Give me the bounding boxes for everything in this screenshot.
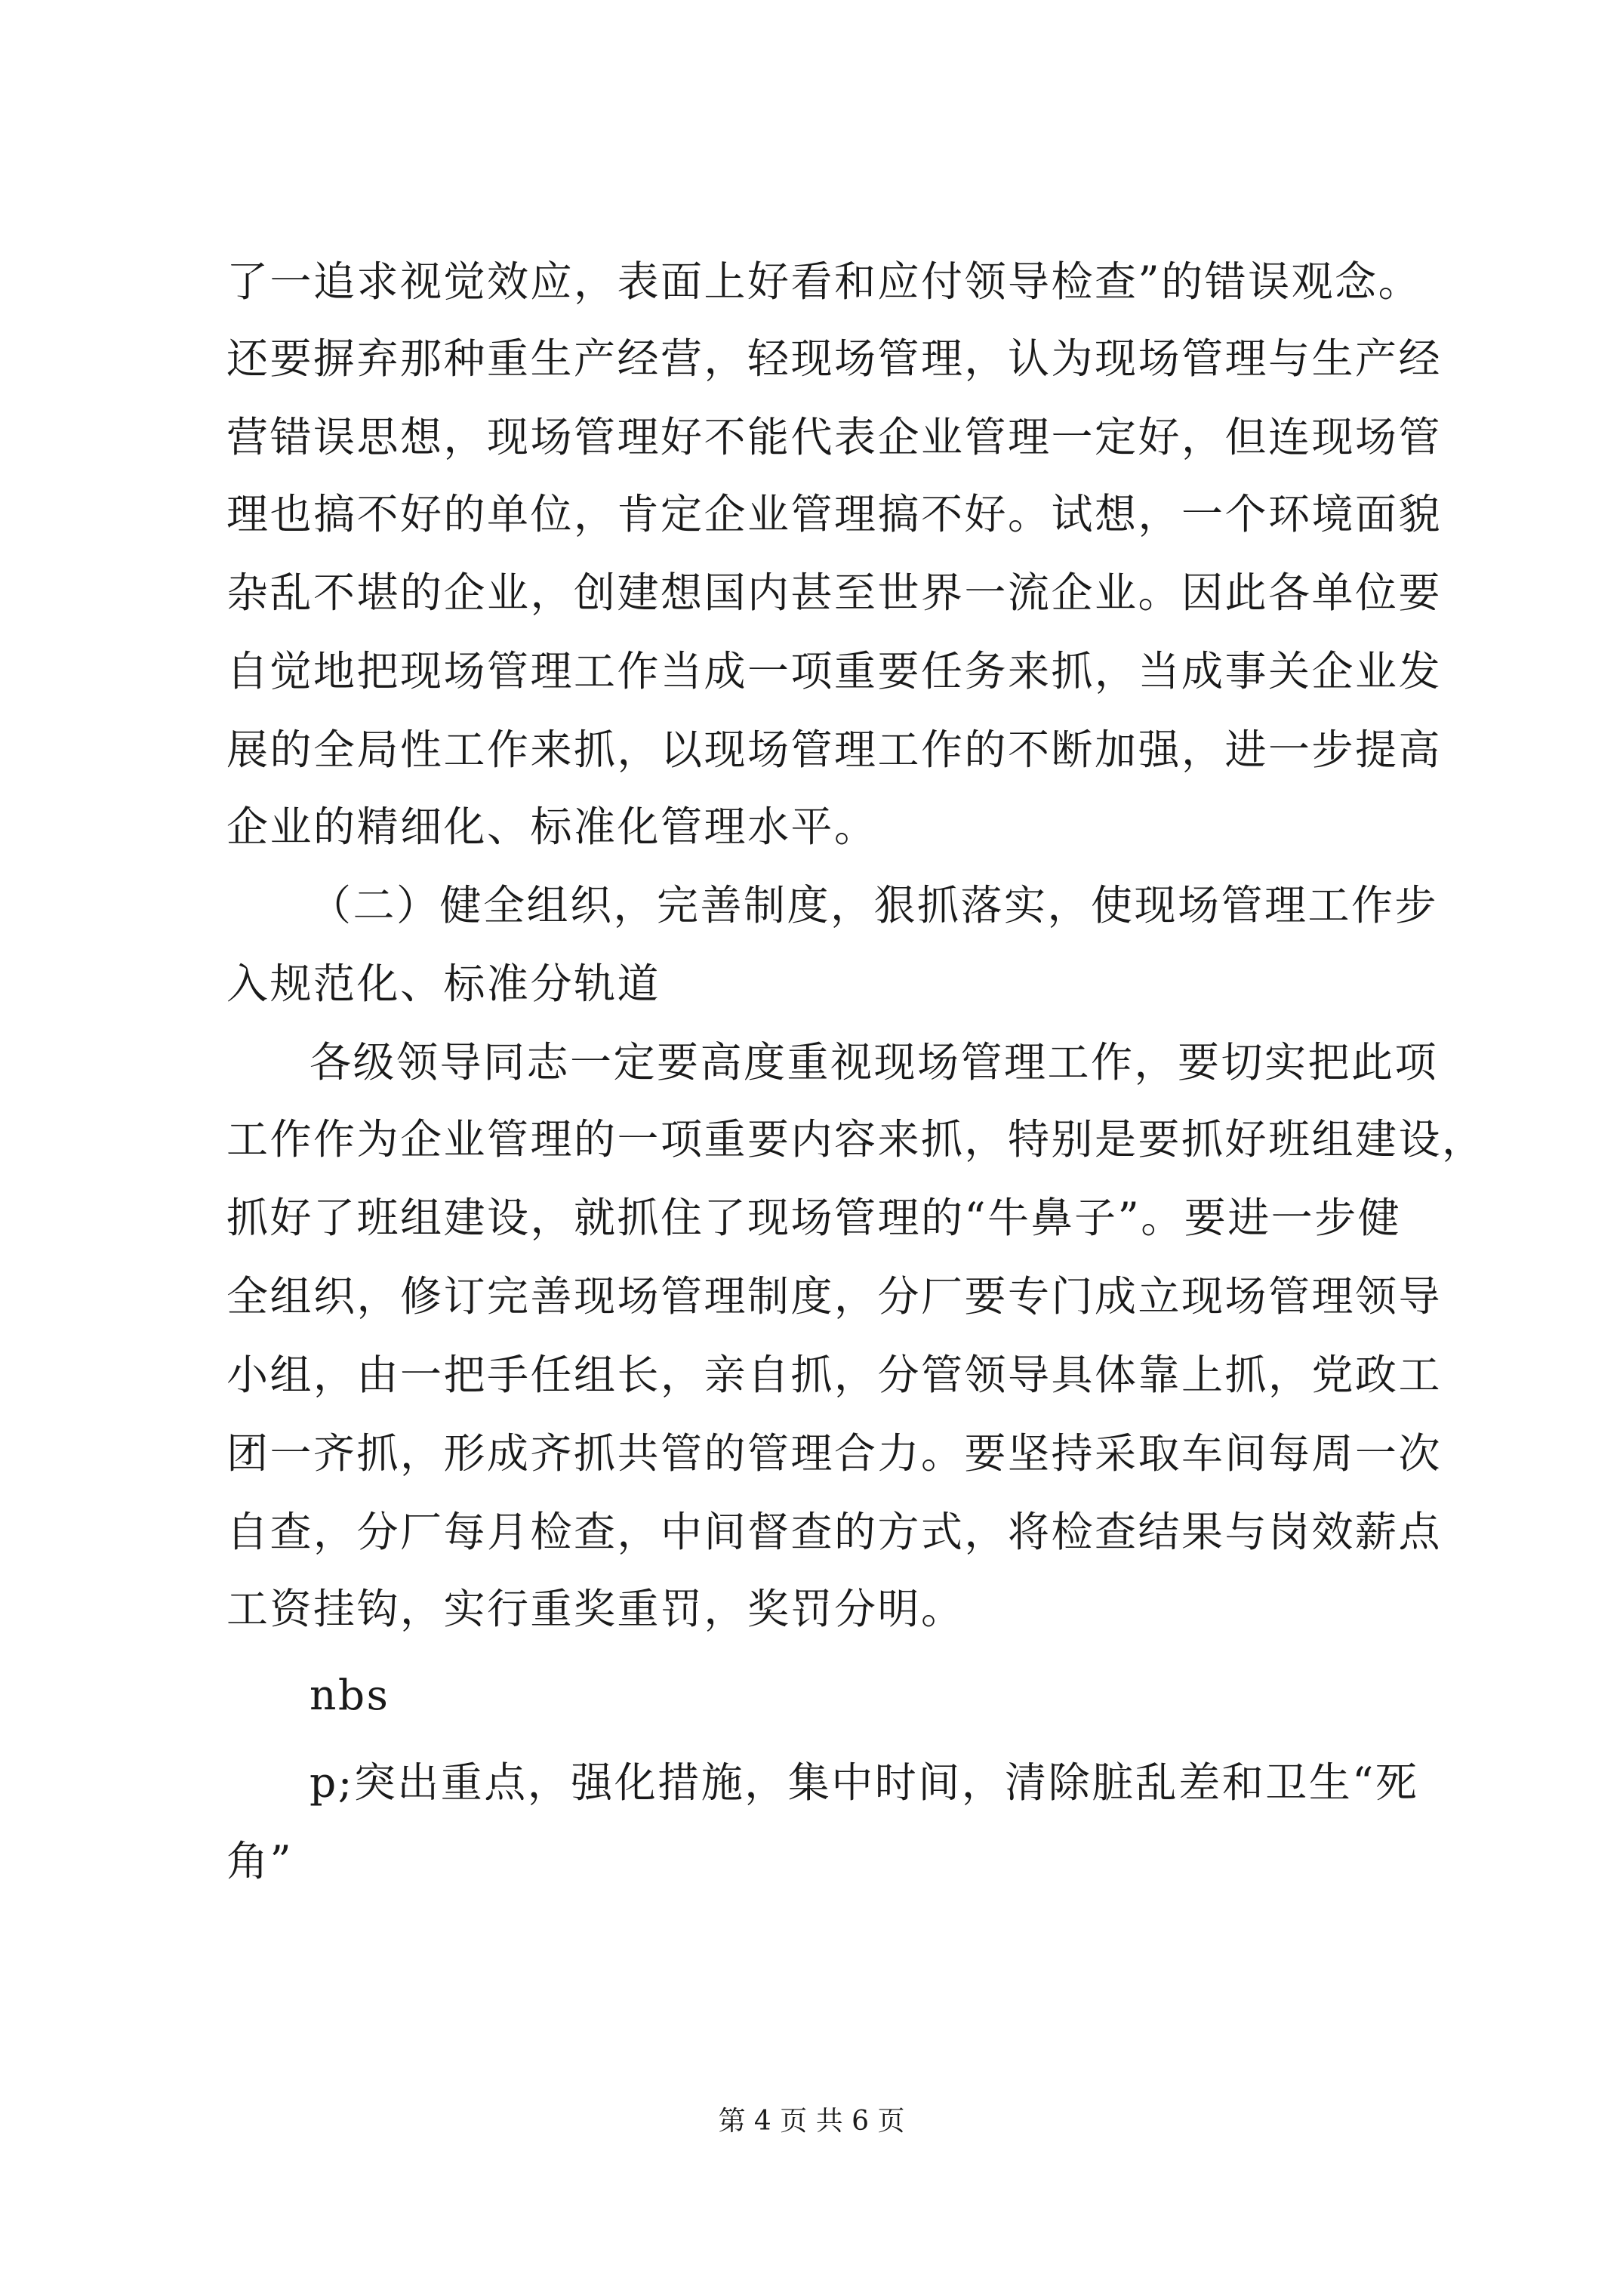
text-line: p;突出重点，强化措施，集中时间，清除脏乱差和卫生“死: [310, 1758, 1419, 1807]
text-line: 小组，由一把手任组长，亲自抓，分管领导具体靠上抓，党政工: [226, 1351, 1443, 1399]
text-line: 自查，分厂每月检查，中间督查的方式，将检查结果与岗效薪点: [226, 1508, 1443, 1556]
text-line: 角”: [226, 1837, 294, 1885]
text-line: 各级领导同志一定要高度重视现场管理工作，要切实把此项: [310, 1038, 1439, 1086]
text-line: 自觉地把现场管理工作当成一项重要任务来抓，当成事关企业发: [226, 647, 1443, 695]
text-line: 工资挂钩，实行重奖重罚，奖罚分明。: [226, 1585, 965, 1633]
page-number-footer: 第 4 页 共 6 页: [718, 2106, 905, 2137]
text-line: 抓好了班组建设，就抓住了现场管理的“牛鼻子”。要进一步健: [226, 1194, 1402, 1242]
text-line: 营错误思想，现场管理好不能代表企业管理一定好，但连现场管: [226, 413, 1443, 461]
section-heading-line: （二）健全组织，完善制度，狠抓落实，使现场管理工作步: [310, 881, 1439, 929]
text-line: nbs: [310, 1671, 390, 1719]
text-line: 工作作为企业管理的一项重要内容来抓，特别是要抓好班组建设，: [226, 1115, 1486, 1163]
text-line: 展的全局性工作来抓，以现场管理工作的不断加强，进一步提高: [226, 726, 1443, 774]
text-line: 全组织，修订完善现场管理制度，分厂要专门成立现场管理领导: [226, 1272, 1443, 1321]
text-line: 杂乱不堪的企业，创建想国内甚至世界一流企业。因此各单位要: [226, 569, 1443, 617]
section-heading-line: 入规范化、标准分轨道: [226, 960, 661, 1008]
text-line: 了一追求视觉效应，表面上好看和应付领导检查”的错误观念。: [226, 257, 1422, 306]
text-line: 理也搞不好的单位，肯定企业管理搞不好。试想，一个环境面貌: [226, 490, 1443, 538]
text-line: 团一齐抓，形成齐抓共管的管理合力。要坚持采取车间每周一次: [226, 1429, 1443, 1478]
text-line: 企业的精细化、标准化管理水平。: [226, 803, 878, 851]
text-line: 还要摒弃那种重生产经营，轻现场管理，认为现场管理与生产经: [226, 334, 1443, 383]
